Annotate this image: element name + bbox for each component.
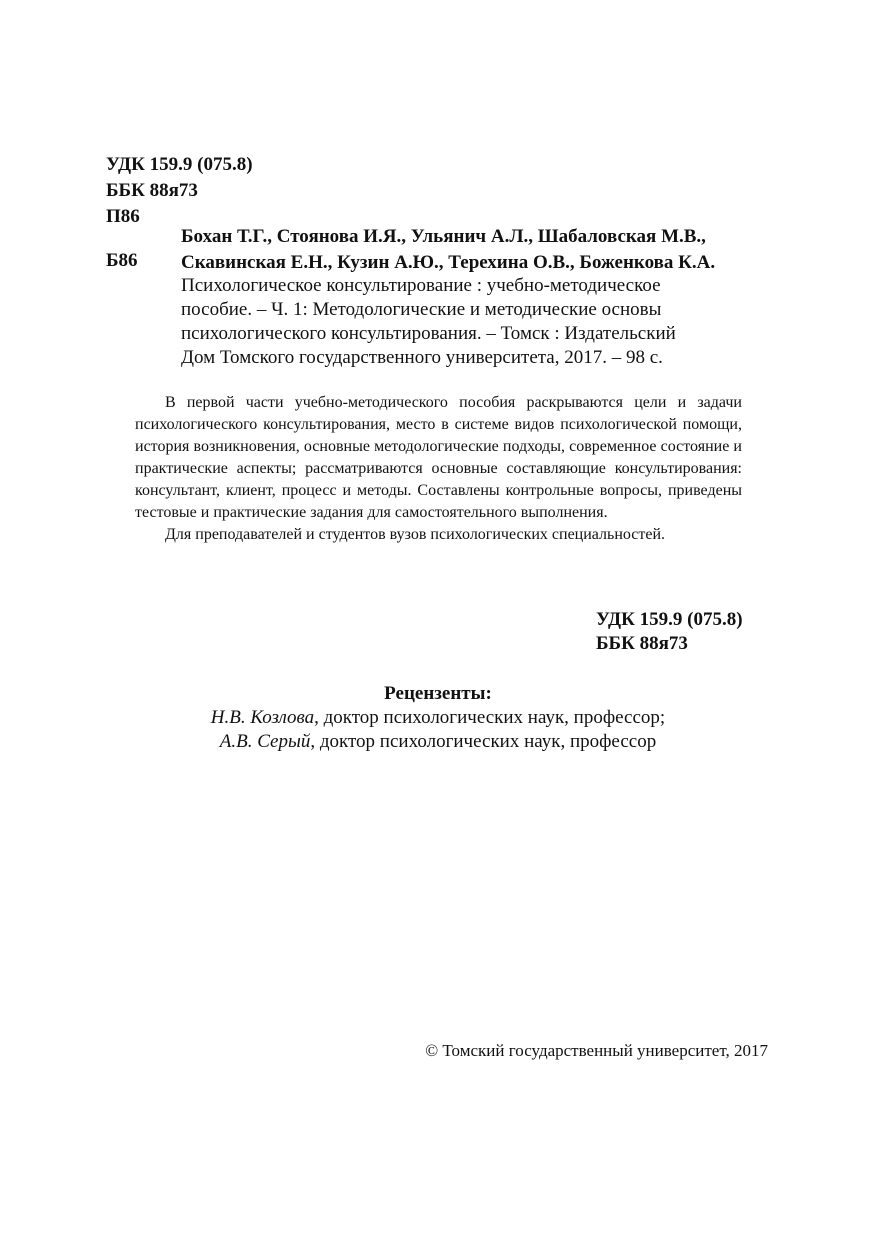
reviewer-1-name: Н.В. Козлова xyxy=(210,707,315,728)
reviewer-2-name: А.В. Серый xyxy=(219,731,311,752)
title-line-2: пособие. – Ч. 1: Методологические и методические основы xyxy=(181,299,662,320)
reviewer-2 xyxy=(0,730,876,754)
authors-line-2: Скавинская Е.Н., Кузин А.Ю., Терехина О.В., Боженкова К.А. xyxy=(181,252,716,273)
reviewer-2-description: , доктор психологических наук, профессор xyxy=(310,731,657,752)
udk-code: УДК 159.9 (075.8) xyxy=(106,154,253,175)
catalog-codes-right xyxy=(596,608,743,656)
title-line-4: Дом Томского государственного университета, 2017. – 98 с. xyxy=(181,347,663,368)
annotation xyxy=(135,392,742,546)
title-line-1: Психологическое консультирование : учебно-методическое xyxy=(181,275,661,296)
copyright: © Томский государственный университет, 2017 xyxy=(425,1041,768,1060)
reviewer-1-description: , доктор психологических наук, профессор; xyxy=(314,707,666,728)
authors-line-1: Бохан Т.Г., Стоянова И.Я., Ульянич А.Л., Шабаловская М.В., xyxy=(181,226,706,247)
title-line-3: психологического консультирования. – Томск : Издательский xyxy=(181,323,676,344)
bibliographic-description xyxy=(181,274,676,370)
authors xyxy=(181,224,715,276)
author-mark-p: П86 xyxy=(106,206,140,227)
author-mark-b: Б86 xyxy=(106,250,138,271)
udk-code-right: УДК 159.9 (075.8) xyxy=(596,609,743,630)
annotation-paragraph-1: В первой части учебно-методического пособия раскрываются цели и задачи психологического консультирования, место в системе видов психологической помощи, история возникновения, основные методологические подходы, современное состояние и практические аспекты; рассматриваются основные составляющие консультирования: консультант, клиент, процесс и методы. Составлены контрольные вопросы, приведены тестовые и практические задания для самостоятельного выполнения. xyxy=(135,394,742,521)
catalog-codes xyxy=(106,152,253,230)
bbk-code-right: ББК 88я73 xyxy=(596,633,688,654)
annotation-paragraph-2: Для преподавателей и студентов вузов психологических специальностей. xyxy=(165,526,666,543)
reviewer-1 xyxy=(0,706,876,730)
bbk-code: ББК 88я73 xyxy=(106,180,198,201)
reviewers-heading: Рецензенты: xyxy=(384,683,492,704)
